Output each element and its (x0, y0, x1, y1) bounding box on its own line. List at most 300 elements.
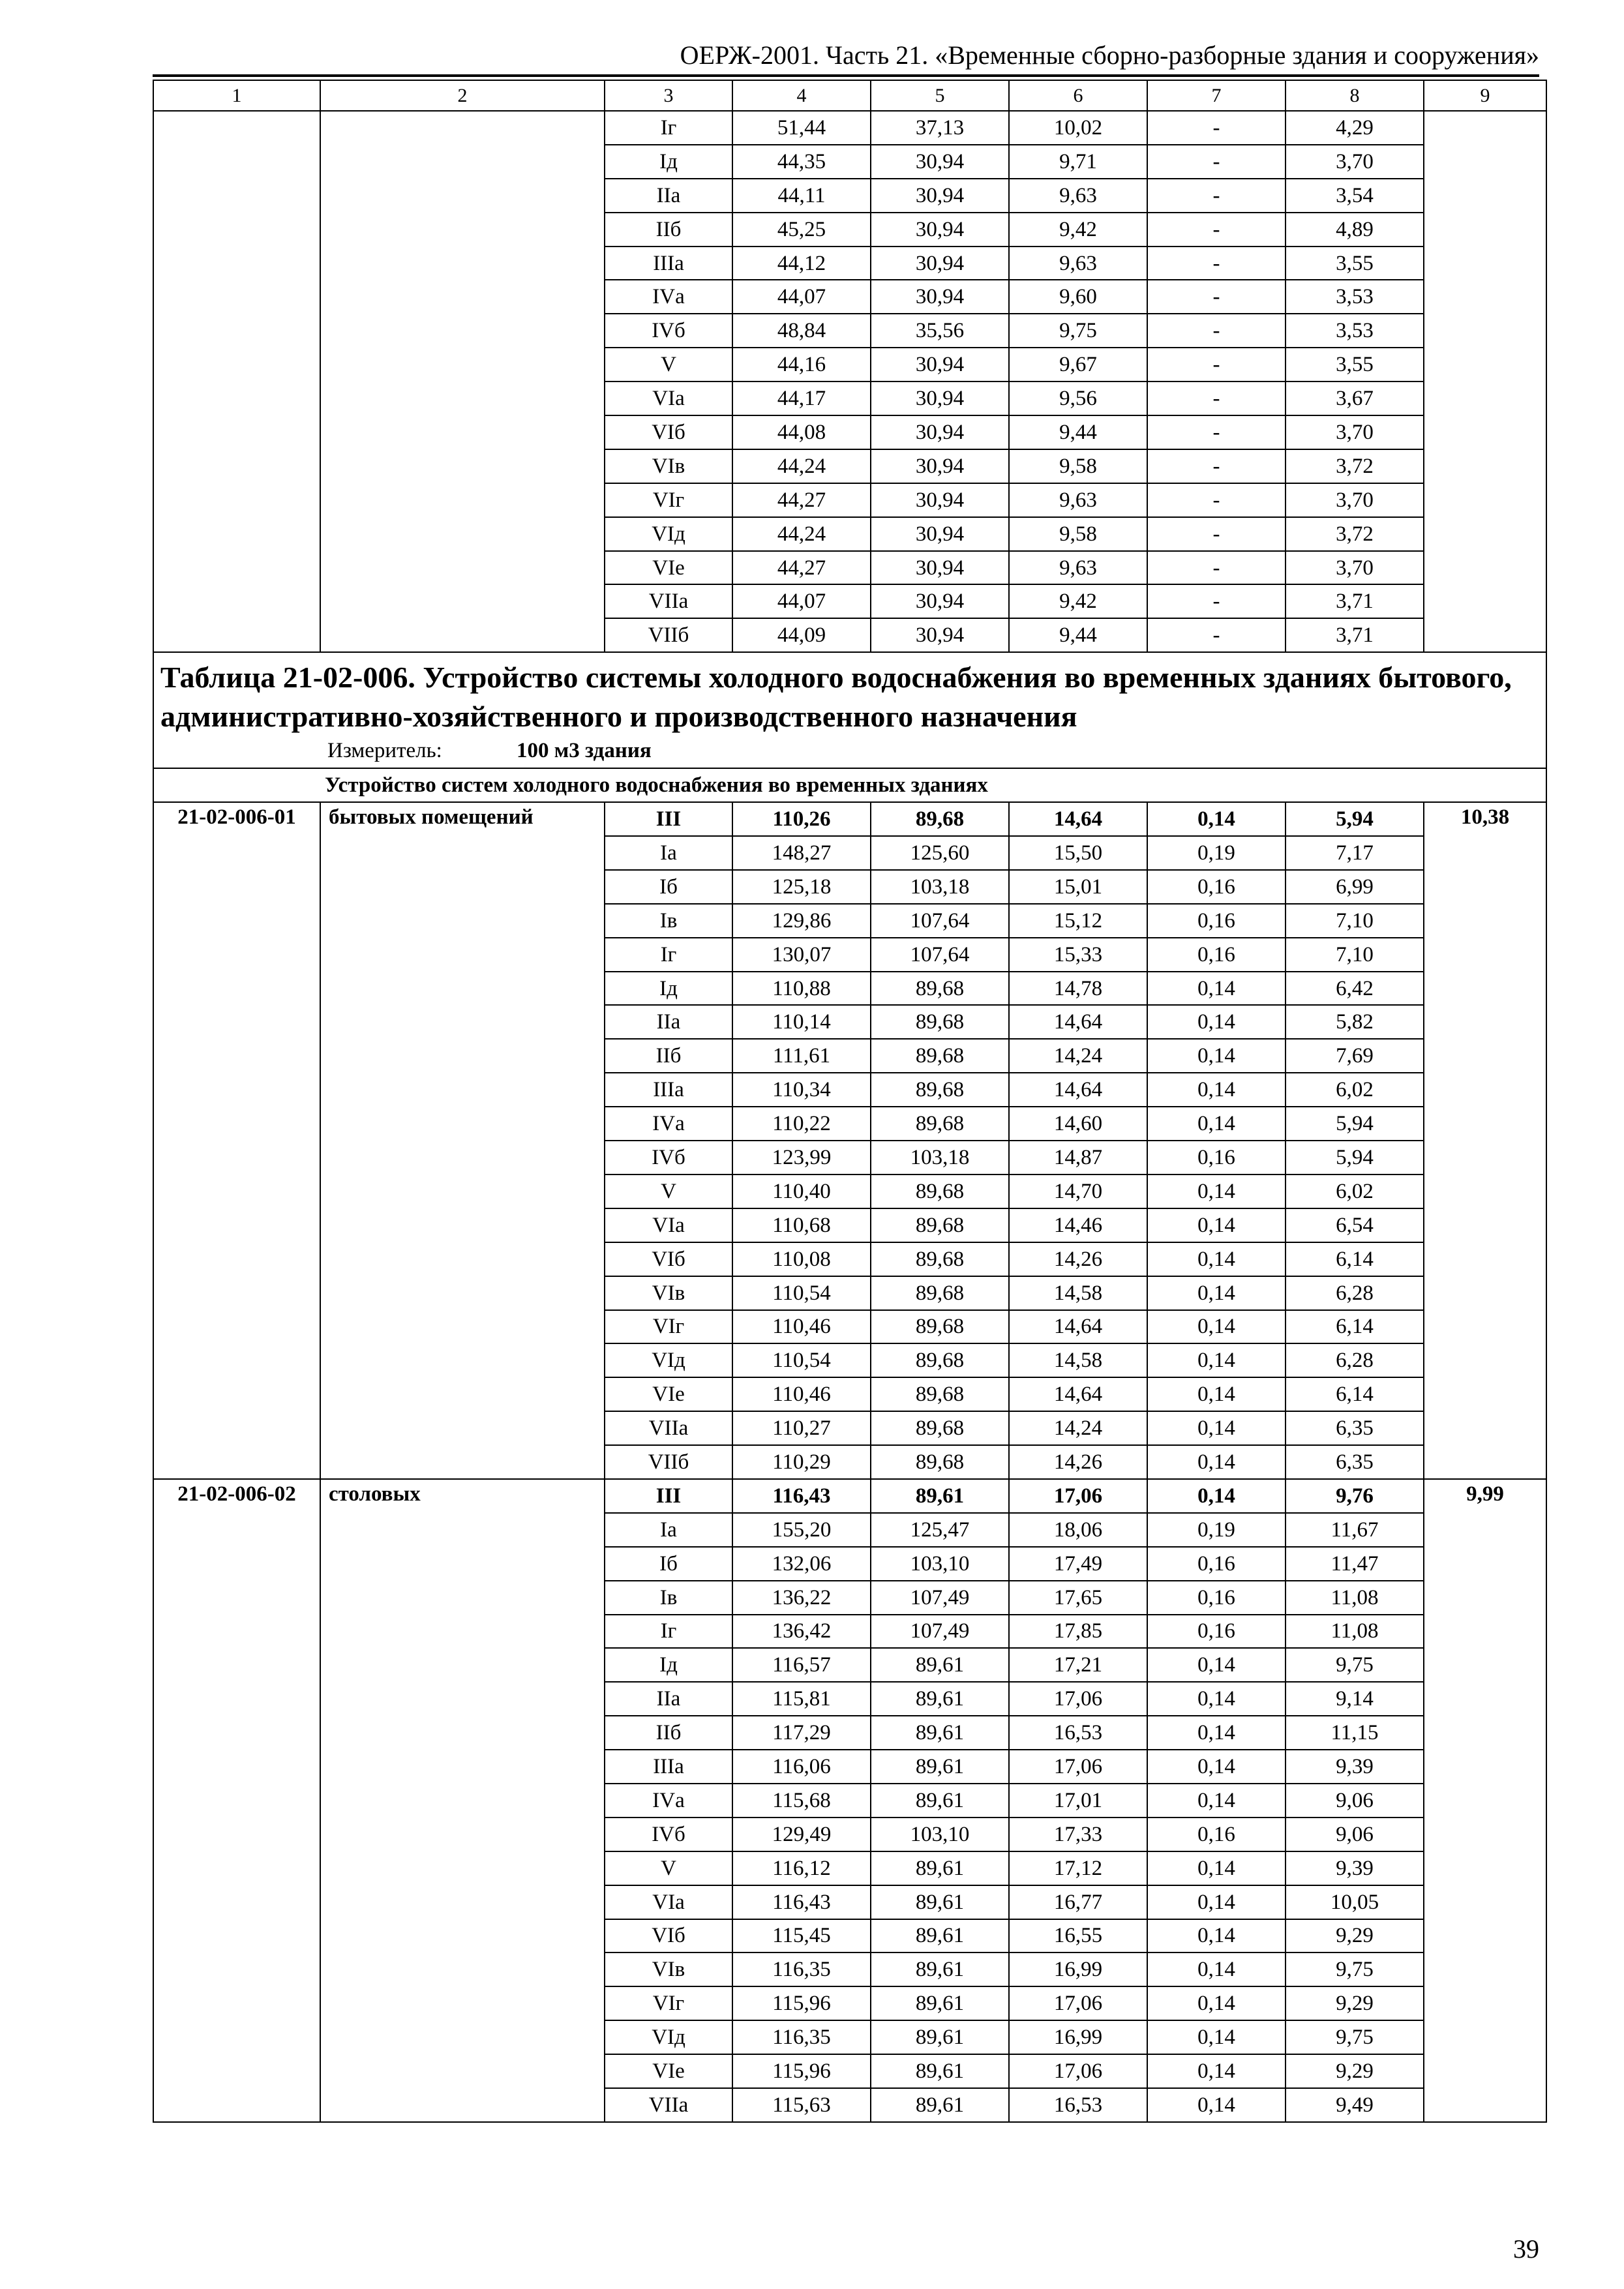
value-cell: 48,84 (732, 314, 871, 348)
value-cell: 14,60 (1009, 1107, 1147, 1141)
rates-table (153, 80, 1547, 2123)
value-cell: - (1147, 280, 1286, 314)
value-cell: 7,17 (1286, 836, 1424, 870)
zone-cell: VIа (605, 1885, 732, 1919)
value-cell: 129,86 (732, 904, 871, 938)
value-cell: 110,46 (732, 1377, 871, 1411)
zone-cell: VIб (605, 1919, 732, 1953)
value-cell: 30,94 (871, 584, 1009, 618)
value-cell: 0,14 (1147, 1682, 1286, 1716)
value-cell: 35,56 (871, 314, 1009, 348)
value-cell: 6,28 (1286, 1343, 1424, 1377)
value-cell: 116,57 (732, 1648, 871, 1682)
value-cell: 9,29 (1286, 2054, 1424, 2088)
value-cell: 0,16 (1147, 1581, 1286, 1615)
value-cell: 14,26 (1009, 1445, 1147, 1479)
value-cell: 3,55 (1286, 348, 1424, 382)
value-cell: 9,39 (1286, 1750, 1424, 1784)
value-cell: 9,14 (1286, 1682, 1424, 1716)
zone-cell: Iв (605, 1581, 732, 1615)
zone-cell: V (605, 1851, 732, 1885)
value-cell: 110,34 (732, 1073, 871, 1107)
code-cell: 21-02-006-02 (153, 1479, 320, 2122)
value-cell: 17,01 (1009, 1784, 1147, 1818)
value-cell: 37,13 (871, 111, 1009, 145)
value-cell: 116,35 (732, 2020, 871, 2054)
value-cell: 0,14 (1147, 972, 1286, 1006)
value-cell: 14,87 (1009, 1141, 1147, 1174)
value-cell: 0,19 (1147, 836, 1286, 870)
value-cell: 17,12 (1009, 1851, 1147, 1885)
zone-cell: Iг (605, 1615, 732, 1649)
value-cell: 9,58 (1009, 517, 1147, 551)
value-cell: 15,33 (1009, 938, 1147, 972)
value-cell: 9,71 (1009, 145, 1147, 179)
value-cell: 89,68 (871, 1343, 1009, 1377)
value-cell: 103,18 (871, 1141, 1009, 1174)
zone-cell: VIг (605, 483, 732, 517)
value-cell: 16,53 (1009, 2088, 1147, 2122)
unit-value: 100 м3 здания (517, 739, 652, 763)
value-cell: 44,27 (732, 551, 871, 585)
value-cell: 44,24 (732, 449, 871, 483)
section-title: Устройство систем холодного водоснабжения во временных зданиях (153, 768, 1546, 802)
table-row (153, 1479, 1546, 1513)
value-cell: 51,44 (732, 111, 871, 145)
value-cell: 115,45 (732, 1919, 871, 1953)
value-cell: - (1147, 179, 1286, 213)
value-cell: 44,35 (732, 145, 871, 179)
zone-cell: IIIа (605, 247, 732, 280)
value-cell: 3,67 (1286, 382, 1424, 415)
value-cell: 115,68 (732, 1784, 871, 1818)
zone-cell: Iд (605, 972, 732, 1006)
value-cell: 110,46 (732, 1310, 871, 1344)
zone-cell: Iг (605, 111, 732, 145)
value-cell: 11,15 (1286, 1716, 1424, 1750)
zone-cell: IIб (605, 1716, 732, 1750)
value-cell: 3,72 (1286, 517, 1424, 551)
value-cell: 107,49 (871, 1615, 1009, 1649)
value-cell: - (1147, 584, 1286, 618)
value-cell: 3,70 (1286, 145, 1424, 179)
zone-cell: VIе (605, 2054, 732, 2088)
value-cell: 0,14 (1147, 1648, 1286, 1682)
zone-cell: Iа (605, 1513, 732, 1547)
value-cell: 9,29 (1286, 1986, 1424, 2020)
zone-cell: VIв (605, 449, 732, 483)
column-number: 5 (871, 80, 1009, 111)
value-cell: 89,61 (871, 1885, 1009, 1919)
zone-cell: IVб (605, 314, 732, 348)
value-cell: 111,61 (732, 1039, 871, 1073)
value-cell: 30,94 (871, 517, 1009, 551)
zone-cell: IVа (605, 1107, 732, 1141)
value-cell: 7,10 (1286, 904, 1424, 938)
value-cell: 14,26 (1009, 1242, 1147, 1276)
value-cell: 44,16 (732, 348, 871, 382)
value-cell: 117,29 (732, 1716, 871, 1750)
value-cell: 0,14 (1147, 1919, 1286, 1953)
value-cell: 30,94 (871, 449, 1009, 483)
value-cell: 89,68 (871, 1073, 1009, 1107)
value-cell: 9,63 (1009, 247, 1147, 280)
zone-cell: IIб (605, 1039, 732, 1073)
value-cell: 9,29 (1286, 1919, 1424, 1953)
value-cell: 110,54 (732, 1276, 871, 1310)
name-cell: бытовых помещений (320, 802, 605, 1479)
value-cell: 30,94 (871, 551, 1009, 585)
value-cell: 0,14 (1147, 1208, 1286, 1242)
zone-cell: Iг (605, 938, 732, 972)
value-cell: 3,71 (1286, 584, 1424, 618)
value-cell: 89,61 (871, 1919, 1009, 1953)
value-cell: 14,64 (1009, 1005, 1147, 1039)
table-title-cell (153, 652, 1546, 768)
value-cell: 30,94 (871, 415, 1009, 449)
code-cell (153, 111, 320, 652)
value-cell: - (1147, 618, 1286, 652)
value-cell: 89,68 (871, 1445, 1009, 1479)
value-cell: 6,14 (1286, 1242, 1424, 1276)
table-title-row (153, 652, 1546, 768)
zone-cell: IIа (605, 179, 732, 213)
value-cell: 45,25 (732, 213, 871, 247)
zone-cell: Iв (605, 904, 732, 938)
value-cell: 9,63 (1009, 551, 1147, 585)
value-cell: 103,18 (871, 870, 1009, 904)
value-cell: 3,53 (1286, 314, 1424, 348)
value-cell: 44,27 (732, 483, 871, 517)
value-cell: 15,50 (1009, 836, 1147, 870)
value-cell: 16,99 (1009, 2020, 1147, 2054)
value-cell: 115,96 (732, 2054, 871, 2088)
zone-cell: Iд (605, 1648, 732, 1682)
zone-cell: VIIа (605, 584, 732, 618)
value-cell: 44,24 (732, 517, 871, 551)
value-cell: 0,14 (1147, 1784, 1286, 1818)
value-cell: 0,14 (1147, 802, 1286, 836)
value-cell: 6,14 (1286, 1310, 1424, 1344)
value-cell: 107,64 (871, 938, 1009, 972)
value-cell: 3,54 (1286, 179, 1424, 213)
value-cell: 44,07 (732, 584, 871, 618)
zone-cell: VIв (605, 1276, 732, 1310)
zone-cell: VIг (605, 1986, 732, 2020)
value-cell: 0,14 (1147, 1242, 1286, 1276)
value-cell: 9,42 (1009, 584, 1147, 618)
value-cell: 4,29 (1286, 111, 1424, 145)
value-cell: 9,67 (1009, 348, 1147, 382)
value-cell: 9,75 (1286, 1648, 1424, 1682)
value-cell: 6,42 (1286, 972, 1424, 1006)
value-cell: 17,06 (1009, 1682, 1147, 1716)
table-title: Таблица 21-02-006. Устройство системы холодного водоснабжения во временных зданиях бытового, административно-хозяйственного и производственного назначения (160, 661, 1512, 734)
value-cell: 30,94 (871, 247, 1009, 280)
value-cell: 0,14 (1147, 2020, 1286, 2054)
value-cell: 0,14 (1147, 1750, 1286, 1784)
value-cell: 116,06 (732, 1750, 871, 1784)
value-cell: 89,61 (871, 1986, 1009, 2020)
zone-cell: VIв (605, 1952, 732, 1986)
column-number: 2 (320, 80, 605, 111)
value-cell: 7,10 (1286, 938, 1424, 972)
value-cell: 130,07 (732, 938, 871, 972)
value-cell: 15,12 (1009, 904, 1147, 938)
zone-cell: V (605, 348, 732, 382)
value-cell: 30,94 (871, 382, 1009, 415)
value-cell: 10,02 (1009, 111, 1147, 145)
value-cell: 89,61 (871, 1682, 1009, 1716)
value-cell: 110,54 (732, 1343, 871, 1377)
zone-cell: VIе (605, 551, 732, 585)
value-cell: 89,68 (871, 802, 1009, 836)
value-cell: 89,61 (871, 1851, 1009, 1885)
zone-cell: VIIа (605, 1411, 732, 1445)
value-cell: 115,81 (732, 1682, 871, 1716)
column-number-row (153, 80, 1546, 111)
value-cell: 14,78 (1009, 972, 1147, 1006)
value-cell: 6,99 (1286, 870, 1424, 904)
value-cell: 0,16 (1147, 938, 1286, 972)
col9-cell: 10,38 (1424, 802, 1546, 1479)
column-number: 7 (1147, 80, 1286, 111)
zone-cell: Iб (605, 1547, 732, 1581)
value-cell: - (1147, 483, 1286, 517)
zone-cell: VIIа (605, 2088, 732, 2122)
value-cell: 44,07 (732, 280, 871, 314)
value-cell: 17,65 (1009, 1581, 1147, 1615)
value-cell: 0,16 (1147, 904, 1286, 938)
value-cell: 0,14 (1147, 1986, 1286, 2020)
value-cell: 5,82 (1286, 1005, 1424, 1039)
value-cell: 136,22 (732, 1581, 871, 1615)
value-cell: 14,64 (1009, 802, 1147, 836)
value-cell: 30,94 (871, 348, 1009, 382)
value-cell: 10,05 (1286, 1885, 1424, 1919)
value-cell: 116,35 (732, 1952, 871, 1986)
value-cell: 11,67 (1286, 1513, 1424, 1547)
value-cell: 110,27 (732, 1411, 871, 1445)
unit-line (160, 736, 1539, 765)
value-cell: 115,96 (732, 1986, 871, 2020)
value-cell: 9,63 (1009, 483, 1147, 517)
zone-cell: VIб (605, 415, 732, 449)
value-cell: 9,58 (1009, 449, 1147, 483)
value-cell: 14,58 (1009, 1276, 1147, 1310)
value-cell: - (1147, 517, 1286, 551)
value-cell: 14,64 (1009, 1073, 1147, 1107)
value-cell: 30,94 (871, 618, 1009, 652)
table-row (153, 802, 1546, 836)
zone-cell: VIг (605, 1310, 732, 1344)
value-cell: 11,08 (1286, 1581, 1424, 1615)
value-cell: 17,33 (1009, 1818, 1147, 1851)
column-number: 9 (1424, 80, 1546, 111)
value-cell: 44,12 (732, 247, 871, 280)
value-cell: 9,76 (1286, 1479, 1424, 1513)
value-cell: 89,68 (871, 1174, 1009, 1208)
value-cell: 136,42 (732, 1615, 871, 1649)
value-cell: 116,12 (732, 1851, 871, 1885)
col9-cell (1424, 111, 1546, 652)
value-cell: 14,64 (1009, 1310, 1147, 1344)
value-cell: 9,49 (1286, 2088, 1424, 2122)
value-cell: 110,08 (732, 1242, 871, 1276)
value-cell: 5,94 (1286, 1141, 1424, 1174)
value-cell: 6,14 (1286, 1377, 1424, 1411)
value-cell: 0,14 (1147, 1479, 1286, 1513)
value-cell: 0,14 (1147, 1411, 1286, 1445)
col9-cell: 9,99 (1424, 1479, 1546, 2122)
value-cell: 44,17 (732, 382, 871, 415)
name-cell (320, 111, 605, 652)
value-cell: 132,06 (732, 1547, 871, 1581)
value-cell: 3,53 (1286, 280, 1424, 314)
page-number: 39 (1513, 2234, 1539, 2264)
value-cell: 0,14 (1147, 1174, 1286, 1208)
value-cell: 9,44 (1009, 618, 1147, 652)
value-cell: 16,53 (1009, 1716, 1147, 1750)
value-cell: 6,02 (1286, 1073, 1424, 1107)
value-cell: 17,06 (1009, 1479, 1147, 1513)
value-cell: 116,43 (732, 1479, 871, 1513)
value-cell: 0,14 (1147, 1310, 1286, 1344)
value-cell: 89,68 (871, 1377, 1009, 1411)
zone-cell: IIа (605, 1682, 732, 1716)
value-cell: 110,14 (732, 1005, 871, 1039)
zone-cell: V (605, 1174, 732, 1208)
value-cell: 0,14 (1147, 1716, 1286, 1750)
value-cell: 0,14 (1147, 2054, 1286, 2088)
value-cell: 3,70 (1286, 551, 1424, 585)
value-cell: 89,61 (871, 1750, 1009, 1784)
value-cell: 155,20 (732, 1513, 871, 1547)
value-cell: 0,16 (1147, 1615, 1286, 1649)
value-cell: 116,43 (732, 1885, 871, 1919)
zone-cell: Iд (605, 145, 732, 179)
value-cell: 14,24 (1009, 1039, 1147, 1073)
value-cell: 107,49 (871, 1581, 1009, 1615)
value-cell: 6,54 (1286, 1208, 1424, 1242)
value-cell: 3,55 (1286, 247, 1424, 280)
value-cell: 3,70 (1286, 415, 1424, 449)
value-cell: 0,14 (1147, 1107, 1286, 1141)
zone-cell: IVа (605, 1784, 732, 1818)
value-cell: 0,14 (1147, 1445, 1286, 1479)
value-cell: - (1147, 213, 1286, 247)
value-cell: 89,68 (871, 1242, 1009, 1276)
value-cell: 30,94 (871, 483, 1009, 517)
value-cell: - (1147, 145, 1286, 179)
column-number: 6 (1009, 80, 1147, 111)
column-number: 1 (153, 80, 320, 111)
value-cell: 148,27 (732, 836, 871, 870)
zone-cell: III (605, 802, 732, 836)
value-cell: 110,40 (732, 1174, 871, 1208)
value-cell: 44,08 (732, 415, 871, 449)
value-cell: 30,94 (871, 213, 1009, 247)
value-cell: 89,68 (871, 1107, 1009, 1141)
zone-cell: IIб (605, 213, 732, 247)
value-cell: 0,19 (1147, 1513, 1286, 1547)
value-cell: 30,94 (871, 179, 1009, 213)
value-cell: 11,08 (1286, 1615, 1424, 1649)
value-cell: 103,10 (871, 1547, 1009, 1581)
value-cell: 0,14 (1147, 1039, 1286, 1073)
value-cell: - (1147, 111, 1286, 145)
value-cell: 9,75 (1286, 2020, 1424, 2054)
zone-cell: Iа (605, 836, 732, 870)
zone-cell: IIIа (605, 1073, 732, 1107)
value-cell: 17,06 (1009, 1750, 1147, 1784)
value-cell: 30,94 (871, 145, 1009, 179)
value-cell: 44,09 (732, 618, 871, 652)
value-cell: 0,16 (1147, 1141, 1286, 1174)
value-cell: 89,68 (871, 1276, 1009, 1310)
value-cell: 30,94 (871, 280, 1009, 314)
zone-cell: VIIб (605, 1445, 732, 1479)
value-cell: 17,06 (1009, 2054, 1147, 2088)
value-cell: 89,61 (871, 2054, 1009, 2088)
value-cell: 0,14 (1147, 1952, 1286, 1986)
value-cell: 129,49 (732, 1818, 871, 1851)
value-cell: - (1147, 415, 1286, 449)
value-cell: 0,16 (1147, 1547, 1286, 1581)
value-cell: 17,49 (1009, 1547, 1147, 1581)
value-cell: 6,02 (1286, 1174, 1424, 1208)
value-cell: 110,22 (732, 1107, 871, 1141)
column-number: 4 (732, 80, 871, 111)
value-cell: 5,94 (1286, 802, 1424, 836)
zone-cell: VIб (605, 1242, 732, 1276)
value-cell: 17,06 (1009, 1986, 1147, 2020)
value-cell: 110,29 (732, 1445, 871, 1479)
value-cell: 9,42 (1009, 213, 1147, 247)
value-cell: 6,28 (1286, 1276, 1424, 1310)
value-cell: 14,24 (1009, 1411, 1147, 1445)
value-cell: 3,71 (1286, 618, 1424, 652)
value-cell: 110,68 (732, 1208, 871, 1242)
value-cell: 0,14 (1147, 1073, 1286, 1107)
value-cell: 115,63 (732, 2088, 871, 2122)
zone-cell: Iб (605, 870, 732, 904)
value-cell: 9,06 (1286, 1818, 1424, 1851)
value-cell: - (1147, 449, 1286, 483)
zone-cell: IVб (605, 1818, 732, 1851)
value-cell: 89,61 (871, 1716, 1009, 1750)
value-cell: 0,14 (1147, 1885, 1286, 1919)
value-cell: 125,18 (732, 870, 871, 904)
value-cell: 16,99 (1009, 1952, 1147, 1986)
name-cell: столовых (320, 1479, 605, 2122)
value-cell: 18,06 (1009, 1513, 1147, 1547)
zone-cell: IVб (605, 1141, 732, 1174)
value-cell: 125,60 (871, 836, 1009, 870)
zone-cell: IVа (605, 280, 732, 314)
table-row (153, 111, 1546, 145)
value-cell: 0,14 (1147, 1005, 1286, 1039)
value-cell: 6,35 (1286, 1445, 1424, 1479)
value-cell: 0,14 (1147, 1276, 1286, 1310)
value-cell: 9,44 (1009, 415, 1147, 449)
value-cell: 9,75 (1286, 1952, 1424, 1986)
value-cell: 89,61 (871, 1784, 1009, 1818)
value-cell: - (1147, 551, 1286, 585)
zone-cell: VIIб (605, 618, 732, 652)
value-cell: 3,70 (1286, 483, 1424, 517)
code-cell: 21-02-006-01 (153, 802, 320, 1479)
